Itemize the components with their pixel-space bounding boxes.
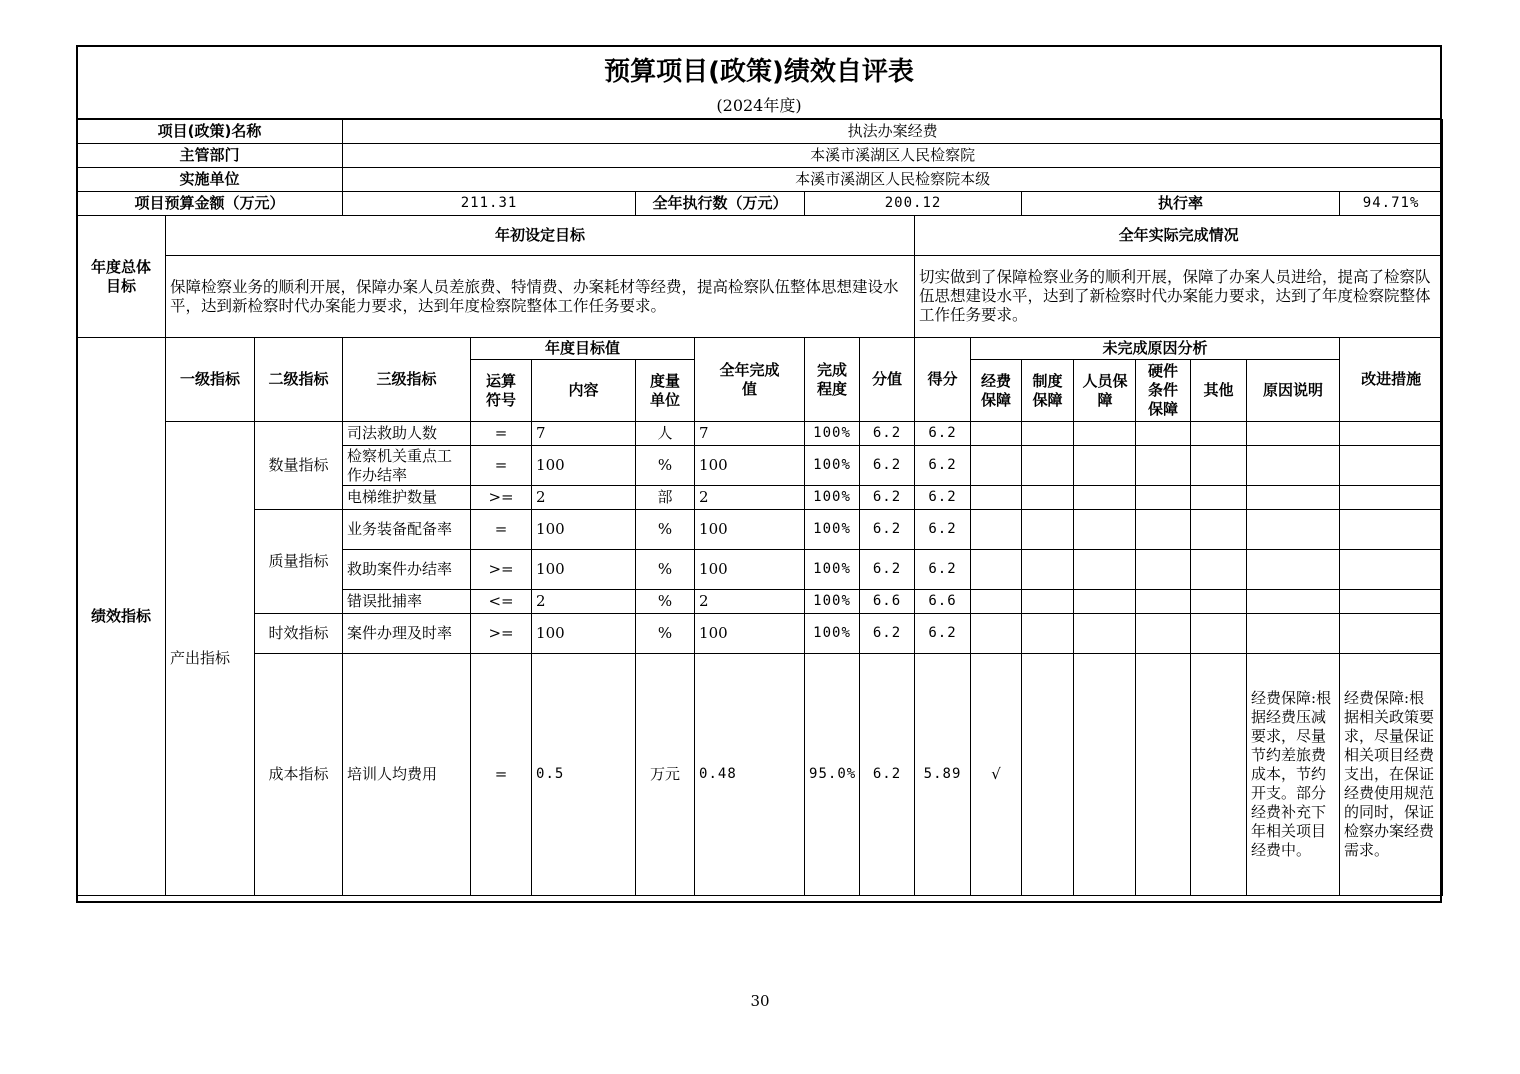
fund-check-mark: √ (971, 654, 1022, 896)
unit-label: 实施单位 (77, 168, 343, 192)
reason-other-header: 其他 (1191, 360, 1247, 422)
indicator-degree: 100% (805, 550, 860, 590)
indicator-unit: 部 (636, 486, 695, 510)
group-quantity: 数量指标 (255, 422, 343, 510)
unit-value: 本溪市溪湖区人民检察院本级 (343, 168, 1443, 192)
indicator-content: 2 (532, 590, 636, 614)
table-row (77, 510, 1443, 550)
goal-actual-label: 全年实际完成情况 (915, 216, 1443, 256)
unit-header: 度量单位 (636, 360, 695, 422)
indicator-value: 6.2 (860, 446, 915, 486)
reason-explain-header: 原因说明 (1247, 360, 1340, 422)
indicator-name: 错误批捕率 (343, 590, 471, 614)
actual-header: 全年完成值 (695, 338, 805, 422)
goal-set-text: 保障检察业务的顺利开展，保障办案人员差旅费、特情费、办案耗材等经费，提高检察队伍整体思想建设水平，达到新检察时代办案能力要求，达到年度检察院整体工作任务要求。 (166, 256, 915, 338)
indicator-content: 100 (532, 550, 636, 590)
indicator-degree: 100% (805, 614, 860, 654)
indicator-op: = (471, 654, 532, 896)
indicator-degree: 100% (805, 486, 860, 510)
indicator-unit: 人 (636, 422, 695, 446)
indicator-score: 6.2 (915, 550, 971, 590)
project-name-value: 执法办案经费 (343, 120, 1443, 144)
indicator-score: 5.89 (915, 654, 971, 896)
operator-header: 运算符号 (471, 360, 532, 422)
indicator-degree: 95.0% (805, 654, 860, 896)
score-header: 得分 (915, 338, 971, 422)
indicator-actual: 2 (695, 590, 805, 614)
indicator-degree: 100% (805, 590, 860, 614)
improve-header: 改进措施 (1340, 338, 1443, 422)
indicator-content: 100 (532, 614, 636, 654)
row-goal-headers (77, 216, 1443, 256)
indicator-name: 培训人均费用 (343, 654, 471, 896)
budget-value: 211.31 (343, 192, 636, 216)
score-value-header: 分值 (860, 338, 915, 422)
project-name-label: 项目(政策)名称 (77, 120, 343, 144)
indicator-value: 6.2 (860, 422, 915, 446)
reason-system-header: 制度保障 (1022, 360, 1074, 422)
indicator-name: 检察机关重点工作办结率 (343, 446, 471, 486)
indicator-score: 6.2 (915, 446, 971, 486)
indicator-actual: 100 (695, 614, 805, 654)
reason-explain-text: 经费保障:根据经费压减要求，尽量节约差旅费成本，节约开支。部分经费补充下年相关项目经费中。 (1247, 654, 1340, 896)
reason-fund-header: 经费保障 (971, 360, 1022, 422)
exec-label: 全年执行数（万元） (636, 192, 805, 216)
row-project-name (77, 120, 1443, 144)
evaluation-table (76, 119, 1443, 896)
annual-goal-label: 年度总体目标 (77, 216, 166, 338)
indicator-actual: 100 (695, 446, 805, 486)
goal-set-label: 年初设定目标 (166, 216, 915, 256)
indicator-value: 6.2 (860, 550, 915, 590)
indicator-actual: 0.48 (695, 654, 805, 896)
indicator-content: 0.5 (532, 654, 636, 896)
indicator-op: = (471, 446, 532, 486)
indicator-name: 救助案件办结率 (343, 550, 471, 590)
indicator-unit: % (636, 446, 695, 486)
indicator-unit: % (636, 510, 695, 550)
table-row (77, 654, 1443, 896)
row-unit (77, 168, 1443, 192)
table-row (77, 614, 1443, 654)
content-header: 内容 (532, 360, 636, 422)
dept-value: 本溪市溪湖区人民检察院 (343, 144, 1443, 168)
indicator-name: 电梯维护数量 (343, 486, 471, 510)
table-row (77, 422, 1443, 446)
group-cost: 成本指标 (255, 654, 343, 896)
perf-indicator-label: 绩效指标 (77, 338, 166, 896)
indicator-degree: 100% (805, 446, 860, 486)
indicator-unit: % (636, 590, 695, 614)
level1-header: 一级指标 (166, 338, 255, 422)
indicator-score: 6.2 (915, 422, 971, 446)
row-dept (77, 144, 1443, 168)
indicator-unit: 万元 (636, 654, 695, 896)
row-budget (77, 192, 1443, 216)
indicator-op: = (471, 510, 532, 550)
title-block (76, 45, 1442, 119)
page-number: 30 (750, 992, 770, 1010)
rate-value: 94.71% (1340, 192, 1443, 216)
indicator-op: = (471, 422, 532, 446)
indicator-content: 100 (532, 510, 636, 550)
reason-header: 未完成原因分析 (971, 338, 1340, 360)
indicator-value: 6.2 (860, 614, 915, 654)
page-title: 预算项目(政策)绩效自评表 (604, 57, 914, 87)
indicator-actual: 100 (695, 510, 805, 550)
indicator-content: 2 (532, 486, 636, 510)
exec-value: 200.12 (805, 192, 1022, 216)
budget-label: 项目预算金额（万元） (77, 192, 343, 216)
level1-output: 产出指标 (166, 422, 255, 896)
indicator-op: <= (471, 590, 532, 614)
indicator-score: 6.2 (915, 510, 971, 550)
indicator-op: >= (471, 550, 532, 590)
row-goal-text (77, 256, 1443, 338)
dept-label: 主管部门 (77, 144, 343, 168)
indicator-op: >= (471, 486, 532, 510)
year-subtitle: (2024年度) (716, 96, 802, 115)
indicator-name: 司法救助人数 (343, 422, 471, 446)
indicator-actual: 7 (695, 422, 805, 446)
group-time: 时效指标 (255, 614, 343, 654)
indicator-name: 业务装备配备率 (343, 510, 471, 550)
indicator-actual: 2 (695, 486, 805, 510)
row-indicator-header-1 (77, 338, 1443, 360)
level3-header: 三级指标 (343, 338, 471, 422)
indicator-degree: 100% (805, 422, 860, 446)
rate-label: 执行率 (1022, 192, 1340, 216)
indicator-op: >= (471, 614, 532, 654)
indicator-score: 6.2 (915, 614, 971, 654)
indicator-value: 6.2 (860, 486, 915, 510)
annual-target-header: 年度目标值 (471, 338, 695, 360)
reason-hardware-header: 硬件条件保障 (1136, 360, 1191, 422)
indicator-value: 6.2 (860, 510, 915, 550)
indicator-name: 案件办理及时率 (343, 614, 471, 654)
reason-staff-header: 人员保障 (1074, 360, 1136, 422)
goal-actual-text: 切实做到了保障检察业务的顺利开展，保障了办案人员进给，提高了检察队伍思想建设水平，达到了新检察时代办案能力要求，达到了年度检察院整体工作任务要求。 (915, 256, 1443, 338)
indicator-score: 6.2 (915, 486, 971, 510)
indicator-content: 7 (532, 422, 636, 446)
indicator-degree: 100% (805, 510, 860, 550)
indicator-content: 100 (532, 446, 636, 486)
indicator-unit: % (636, 550, 695, 590)
indicator-actual: 100 (695, 550, 805, 590)
degree-header: 完成程度 (805, 338, 860, 422)
indicator-score: 6.6 (915, 590, 971, 614)
indicator-value: 6.6 (860, 590, 915, 614)
indicator-unit: % (636, 614, 695, 654)
level2-header: 二级指标 (255, 338, 343, 422)
group-quality: 质量指标 (255, 510, 343, 614)
indicator-value: 6.2 (860, 654, 915, 896)
improve-text: 经费保障:根据相关政策要求，尽量保证相关项目经费支出，在保证经费使用规范的同时，保证检察办案经费需求。 (1340, 654, 1443, 896)
